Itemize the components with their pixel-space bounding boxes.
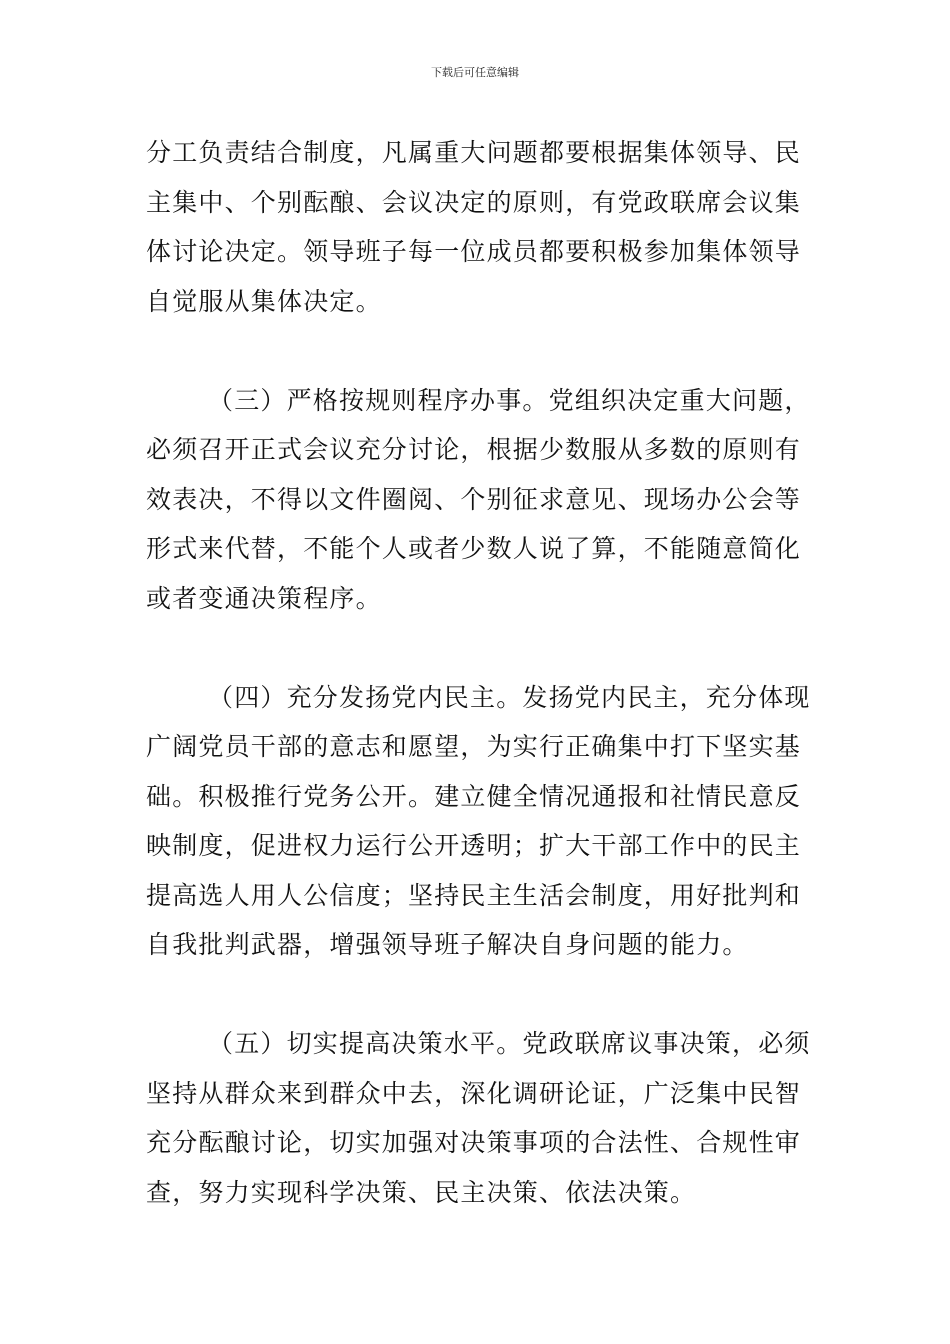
paragraph-line: 充分酝酿讨论，切实加强对决策事项的合法性、合规性审 — [146, 1128, 802, 1157]
paragraph-line: 自觉服从集体决定。 — [146, 286, 382, 316]
document-body — [146, 128, 811, 1217]
paragraph-line: 坚持从群众来到群众中去，深化调研论证，广泛集中民智 — [146, 1078, 802, 1108]
paragraph-line: （五）切实提高决策水平。党政联席议事决策，必须 — [208, 1029, 811, 1058]
paragraph-line: 效表决，不得以文件圈阅、个别征求意见、现场办公会等 — [146, 484, 802, 514]
paragraph-spacer — [146, 970, 806, 1020]
paragraph-line: 查，努力实现科学决策、民主决策、依法决策。 — [146, 1177, 697, 1207]
paragraph-line: 形式来代替，不能个人或者少数人说了算，不能随意简化 — [146, 534, 802, 563]
paragraph-line: 必须召开正式会议充分讨论，根据少数服从多数的原则有 — [146, 435, 802, 464]
paragraph-line: 映制度，促进权力运行公开透明；扩大干部工作中的民主 — [146, 831, 802, 860]
paragraph-five — [146, 1019, 811, 1217]
paragraph-line: 体讨论决定。领导班子每一位成员都要积极参加集体领导 — [146, 237, 802, 266]
paragraph-line: 主集中、个别酝酿、会议决定的原则，有党政联席会议集 — [146, 187, 802, 217]
paragraph-line: 广阔党员干部的意志和愿望，为实行正确集中打下坚实基 — [146, 732, 802, 761]
paragraph-line: 分工负责结合制度，凡属重大问题都要根据集体领导、民 — [146, 138, 802, 167]
paragraph-spacer — [146, 326, 806, 376]
paragraph-spacer — [146, 623, 806, 673]
paragraph-line: 础。积极推行党务公开。建立健全情况通报和社情民意反 — [146, 781, 802, 811]
paragraph-line: 或者变通决策程序。 — [146, 583, 382, 613]
paragraph-four — [146, 673, 811, 970]
paragraph-line: （三）严格按规则程序办事。党组织决定重大问题， — [208, 385, 811, 415]
paragraph-line: 自我批判武器，增强领导班子解决自身问题的能力。 — [146, 930, 749, 959]
paragraph-line: （四）充分发扬党内民主。发扬党内民主，充分体现 — [208, 682, 811, 712]
paragraph-three — [146, 376, 811, 624]
paragraph-line: 提高选人用人公信度；坚持民主生活会制度，用好批判和 — [146, 880, 802, 910]
header-note: 下载后可任意编辑 — [431, 66, 519, 79]
paragraph-continuation — [146, 128, 806, 326]
